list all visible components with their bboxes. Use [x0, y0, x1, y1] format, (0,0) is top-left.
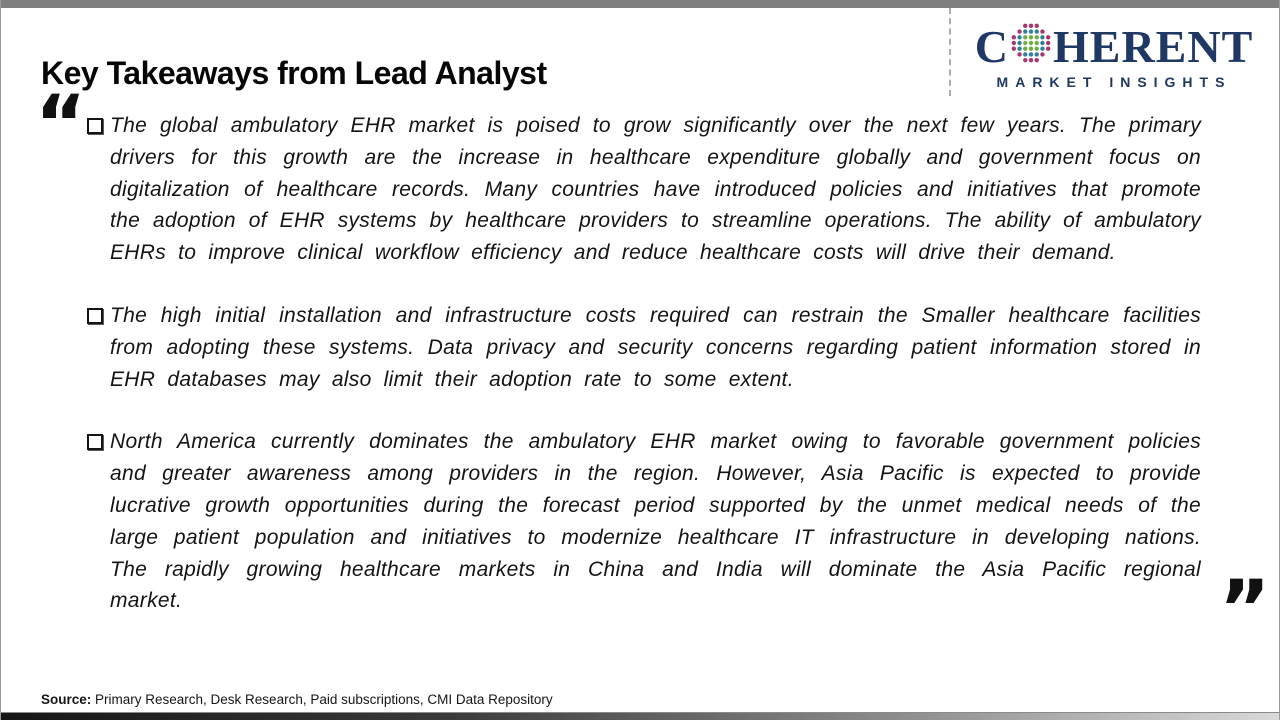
checkbox-bullet-icon — [87, 434, 103, 450]
takeaway-item-2 — [87, 300, 1201, 395]
source-line — [41, 692, 553, 707]
brand-subtitle: MARKET INSIGHTS — [996, 74, 1232, 90]
takeaway-text: The high initial installation and infrastructure costs required can restrain the Smaller healthcare facilities from adopting these systems. Data privacy and security concerns regarding patient information stored in EHR databases may also limit their adoption rate to some extent. — [110, 303, 1201, 391]
source-label: Source: — [41, 692, 92, 707]
logo-divider-dashed-line — [949, 8, 951, 96]
brand-logo — [969, 22, 1259, 90]
takeaway-text: The global ambulatory EHR market is poised to grow significantly over the next few years. The primary drivers for this growth are the increase in healthcare expenditure globally and government focus on digitalization of healthcare records. Many countries have introduced policies and initiatives that promote the adoption of EHR systems by healthcare providers to streamline operations. The ability of ambulatory EHRs to improve clinical workflow efficiency and reduce healthcare costs will drive their demand. — [110, 114, 1201, 265]
dotted-globe-icon — [1010, 22, 1052, 72]
source-text: Primary Research, Desk Research, Paid subscriptions, CMI Data Repository — [91, 692, 553, 707]
checkbox-bullet-icon — [87, 118, 103, 134]
top-accent-bar — [1, 0, 1279, 8]
quote-close-icon: ” — [1219, 565, 1271, 655]
bottom-accent-bar — [1, 712, 1279, 720]
brand-wordmark — [969, 22, 1259, 72]
brand-letter-c: C — [974, 21, 1009, 72]
takeaway-item-3 — [87, 426, 1201, 617]
takeaway-text: North America currently dominates the ambulatory EHR market owing to favorable government policies and greater awareness among providers in the region. However, Asia Pacific is expected to provide lucrative growth opportunities during the forecast period supported by the unmet medical needs of the large patient population and initiatives to modernize healthcare IT infrastructure in developing nations. The rapidly growing healthcare markets in China and India will dominate the Asia Pacific regional market. — [110, 430, 1201, 613]
checkbox-bullet-icon — [87, 308, 103, 324]
takeaways-list — [87, 110, 1201, 617]
page-title: Key Takeaways from Lead Analyst — [41, 55, 547, 92]
quote-open-icon: “ — [35, 80, 87, 170]
brand-letters-rest: HERENT — [1052, 21, 1254, 72]
takeaway-item-1 — [87, 110, 1201, 269]
